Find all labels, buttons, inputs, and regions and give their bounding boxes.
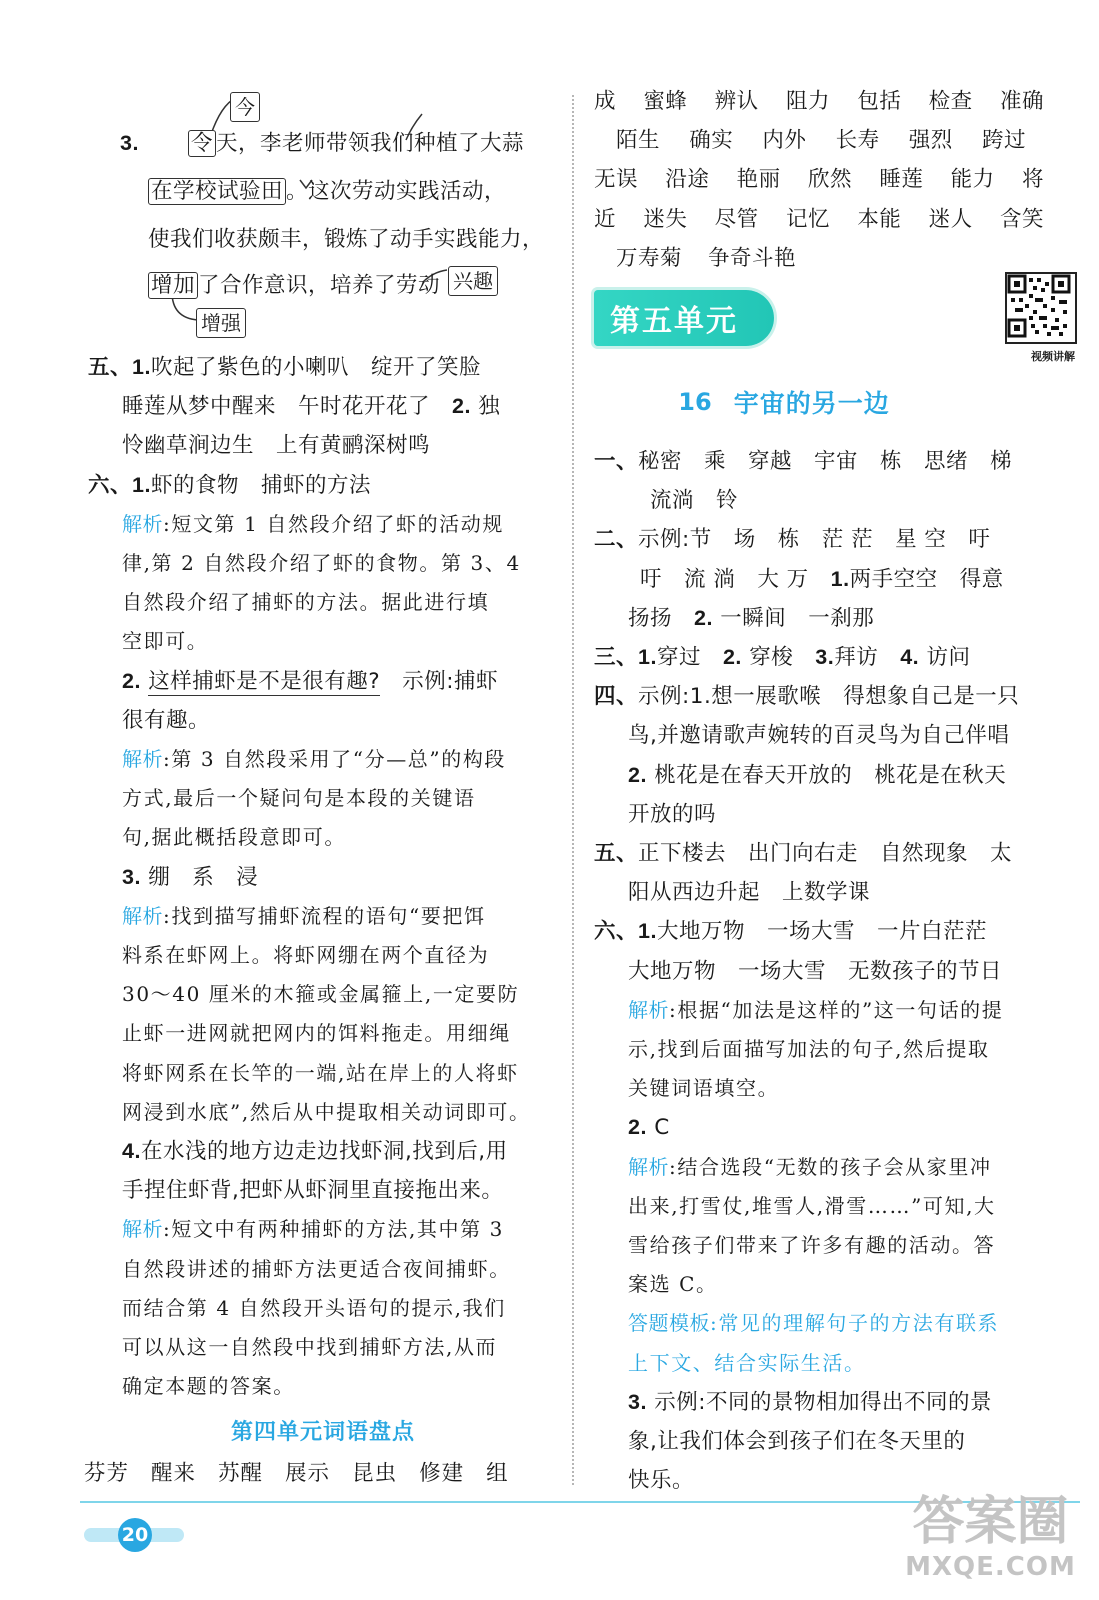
r-s6-num: 1.	[638, 919, 657, 944]
vocab-word: 组	[486, 1461, 509, 1487]
watermark	[898, 1492, 1083, 1592]
s5-line2	[88, 387, 558, 426]
column-divider	[572, 95, 574, 1485]
analysis-text: 自然段介绍了捕虾的方法。据此进行填	[122, 590, 490, 615]
s6-q2-line2: 很有趣。	[122, 707, 211, 733]
s6-text1: 虾的食物 捕虾的方法	[150, 472, 371, 498]
vocab-word: 迷失	[643, 206, 688, 232]
vocab-word: 艳丽	[736, 167, 781, 193]
vocab-word: 蜜蜂	[643, 89, 688, 114]
q3-boxed-word: 增加	[148, 272, 198, 299]
r-s6-head: 六、	[594, 919, 639, 944]
s6-q2-num: 2.	[122, 668, 141, 693]
analysis-label: 解析	[122, 747, 163, 772]
vocab-word: 迷人	[928, 206, 973, 232]
lesson-number: 16	[678, 388, 712, 417]
analysis-label: 解析	[122, 1217, 163, 1242]
analysis-label: 解析	[628, 1154, 669, 1179]
r-s6-q2-answer: C	[654, 1115, 670, 1141]
analysis-text: :短文第 1 自然段介绍了虾的活动规	[163, 511, 504, 536]
r-s3	[594, 638, 1054, 677]
r-s3-num: 4.	[900, 645, 920, 670]
analysis-text: 可以从这一自然段中找到捕虾方法,从而	[122, 1335, 498, 1360]
r-s4-text: 示例:1.想一展歌喉 得想象自己是一只	[638, 684, 1020, 710]
r-s5-line1	[594, 834, 1054, 873]
r-s2-line2	[594, 560, 1054, 599]
vocab-word: 睡莲	[879, 167, 924, 193]
r-s3-word: 访问	[926, 645, 971, 671]
vocab-row-5	[594, 239, 1054, 278]
q3-line1	[188, 124, 524, 163]
analysis-text: 料系在虾网上。将虾网绷在两个直径为	[122, 943, 490, 968]
vocab-word: 跨过	[981, 128, 1026, 154]
s5-text3: 独	[470, 394, 501, 420]
s6-q4-line1	[88, 1132, 558, 1171]
vocab-word: 沿途	[665, 167, 710, 193]
vocab-word: 强烈	[908, 128, 953, 154]
analysis-text: :根据“加法是这样的”这一句话的提	[669, 997, 1004, 1022]
s6-q2-underlined: 这样捕虾是不是很有趣?	[148, 668, 381, 694]
s6-q3-text: 绷 系 浸	[148, 864, 259, 890]
qr-label: 视频讲解	[1031, 350, 1075, 363]
answer-template-text: :常见的理解句子的方法有联系	[710, 1311, 1000, 1336]
r-s6-line1	[594, 912, 1054, 951]
vocab-word: 将	[1021, 167, 1044, 193]
r-s2-text: 吁 流 淌 大 万	[640, 566, 831, 592]
vocab-word: 近	[594, 206, 617, 232]
r-s6-line2: 大地万物 一场大雪 无数孩子的节日	[628, 958, 1003, 984]
page-number: 20	[118, 1518, 152, 1552]
analysis-text: 案选 C。	[628, 1272, 718, 1297]
q3-line2	[148, 172, 506, 211]
r-s4-text: 桃花是在春天开放的 桃花是在秋天	[654, 762, 1007, 788]
q3-line2-text: 。这次劳动实践活动，	[286, 179, 507, 204]
qr-code[interactable]	[1005, 272, 1077, 344]
s6-q2-line1	[88, 662, 558, 701]
r-s3-word: 穿梭	[749, 645, 816, 671]
analysis-text: 雪给孩子们带来了许多有趣的活动。答	[628, 1233, 996, 1258]
vocab-row-2	[594, 121, 1026, 160]
right-column	[594, 82, 1054, 1501]
vocab-word: 成	[594, 89, 617, 114]
analysis-text: 而结合第 4 自然段开头语句的提示,我们	[122, 1295, 506, 1320]
r-s6-q2-num: 2.	[628, 1115, 647, 1140]
analysis-text: 句,据此概括段意即可。	[122, 825, 346, 850]
r-s6-q3-line1	[594, 1383, 1054, 1422]
analysis-text: 确定本题的答案。	[122, 1374, 295, 1399]
s6-a1-line1	[88, 505, 558, 544]
analysis-label: 解析	[628, 997, 669, 1022]
r-s2-text: 示例:节 场 栋 茫 茫 星 空 吁	[638, 527, 991, 553]
vocab-word: 展示	[285, 1461, 331, 1487]
r-s6-q3-text: 示例:不同的景物相加得出不同的景	[654, 1389, 993, 1415]
analysis-text: 止虾一进网就把网内的饵料拖走。用细绳	[122, 1021, 511, 1046]
r-s2-line3	[594, 599, 1054, 638]
unit4-vocab-title: 第四单元词语盘点	[230, 1420, 415, 1446]
vocab-word: 万寿菊	[616, 245, 683, 271]
r-s6-q2	[594, 1108, 1054, 1147]
vocab-word: 检查	[928, 89, 973, 114]
r-s6-q3-num: 3.	[628, 1389, 647, 1414]
analysis-text: :找到描写捕虾流程的语句“要把饵	[163, 903, 486, 928]
r-s4-line2: 鸟,并邀请歌声婉转的百灵鸟为自己伴唱	[628, 723, 1010, 749]
analysis-text: :短文中有两种捕虾的方法,其中第 3	[163, 1217, 504, 1242]
s6-line1	[88, 466, 558, 505]
vocab-row-3	[594, 160, 1044, 199]
r-s2-text: 两手空空 得意	[849, 566, 1004, 592]
analysis-text: 方式,最后一个疑问句是本段的关键语	[122, 786, 476, 811]
vocab-word: 苏醒	[218, 1461, 264, 1487]
s6-q2-text: 示例:捕虾	[380, 668, 498, 694]
analysis-text: :第 3 自然段采用了“分—总”的构段	[163, 747, 507, 772]
analysis-label: 解析	[122, 511, 163, 536]
vocab-word: 准确	[999, 89, 1044, 114]
s6-q3-num: 3.	[122, 864, 141, 889]
s6-q4-text: 在水浅的地方边走边找虾洞,找到后,用	[140, 1139, 508, 1165]
unit5-banner: 第五单元	[594, 290, 774, 346]
vocab-word: 陌生	[616, 128, 661, 154]
r-s3-word: 穿过	[656, 645, 723, 671]
s5-text1: 吹起了紫色的小喇叭 绽开了笑脸	[150, 355, 481, 380]
vocab-word: 阻力	[785, 89, 830, 114]
vocab-word: 昆虫	[352, 1461, 398, 1487]
r-s4-line1	[594, 677, 1054, 716]
r-s6-q3-line2: 象,让我们体会到孩子们在冬天里的	[628, 1429, 966, 1455]
vocab-word: 包括	[857, 89, 902, 114]
analysis-text: 示,找到后面描写加法的句子,然后提取	[628, 1037, 990, 1062]
r-s2-num: 2.	[694, 605, 713, 630]
answer-template-line1	[594, 1304, 1054, 1343]
vocab-word: 内外	[762, 128, 807, 154]
vocab-word: 能力	[950, 167, 995, 193]
r-s4-line3	[594, 756, 1054, 795]
vocab-word: 修建	[419, 1461, 465, 1487]
answer-template-label: 答题模板	[628, 1311, 710, 1336]
vocab-word: 长寿	[835, 128, 880, 154]
r-s5-line2: 阳从西边升起 上数学课	[628, 880, 871, 906]
r-s6-q3-line3: 快乐。	[628, 1468, 695, 1494]
s5-line3: 怜幽草涧边生 上有黄鹂深树鸣	[122, 433, 431, 459]
r-s2-head: 二、	[594, 527, 639, 552]
lesson-title: 宇宙的另一边	[733, 389, 890, 419]
q3-line4-text: 了合作意识，培养了劳动	[198, 273, 441, 298]
s6-a2-line1	[88, 740, 558, 779]
r-s3-num: 1.	[638, 645, 657, 670]
s6-q4-line2: 手捏住虾背,把虾从虾洞里直接拖出来。	[122, 1178, 504, 1204]
lesson-header	[594, 362, 1054, 442]
q3-boxed-char: 令	[188, 130, 216, 157]
r-s4-line4: 开放的吗	[628, 801, 717, 827]
vocab-word: 争奇斗艳	[708, 245, 797, 271]
r-s1-head: 一、	[594, 449, 639, 474]
r-s2-text: 扬扬	[628, 605, 695, 631]
unit4-words	[84, 1454, 558, 1493]
r-s3-num: 2.	[722, 645, 742, 670]
analysis-text: 将虾网系在长竿的一端,站在岸上的人将虾	[122, 1060, 519, 1085]
analysis-text: :结合选段“无数的孩子会从家里冲	[669, 1154, 992, 1179]
correction-bottom: 增强	[196, 308, 246, 338]
analysis-text: 关键词语填空。	[628, 1076, 780, 1101]
s6-head: 六、1.	[88, 472, 151, 497]
watermark-url: MXQE.COM	[905, 1552, 1076, 1582]
analysis-text: 30～40 厘米的木箍或金属箍上,一定要防	[122, 982, 520, 1007]
answer-template-text: 上下文、结合实际生活。	[628, 1350, 866, 1375]
qr-code-icon	[1007, 274, 1071, 338]
vocab-word: 无误	[594, 167, 639, 193]
r-s5-head: 五、	[594, 841, 639, 866]
s6-q4-num: 4.	[122, 1139, 141, 1164]
r-s1-line2: 流淌 铃	[650, 488, 739, 514]
q3-number: 3.	[120, 131, 139, 155]
analysis-text: 出来,打雪仗,堆雪人,滑雪……”可知,大	[628, 1193, 996, 1218]
s6-q3	[88, 858, 558, 897]
r-s1-line1	[594, 442, 1054, 481]
r-s4-num: 2.	[628, 762, 647, 787]
r-s6-text: 大地万物 一场大雪 一片白茫茫	[656, 919, 987, 945]
s5-q2-num: 2.	[452, 394, 471, 419]
r-s2-text: 一瞬间 一刹那	[720, 605, 875, 631]
correction-top: 今	[230, 92, 260, 122]
q3-boxed-phrase: 在学校试验田	[148, 178, 286, 205]
vocab-row-4	[594, 200, 1044, 239]
vocab-word: 尽管	[714, 206, 759, 232]
q3-line3: 使我们收获颇丰，锻炼了动手实践能力，	[148, 227, 545, 252]
vocab-word: 醒来	[151, 1461, 197, 1487]
r-s3-num: 3.	[815, 645, 835, 670]
r-s5-text: 正下楼去 出门向右走 自然现象 太	[638, 841, 1013, 867]
r-s2-num: 1.	[830, 566, 850, 591]
correction-right: 兴趣	[448, 266, 498, 296]
vocab-word: 欣然	[807, 167, 852, 193]
s6-a3-line1	[88, 897, 558, 936]
analysis-label: 解析	[122, 903, 163, 928]
correction-block	[88, 82, 558, 335]
analysis-text: 网浸到水底”,然后从中提取相关动词即可。	[122, 1099, 531, 1124]
vocab-row-1	[594, 82, 1044, 121]
analysis-text: 空即可。	[122, 629, 209, 654]
q3-line4	[148, 266, 440, 305]
vocab-word: 确实	[689, 128, 734, 154]
r-s6-a1-line1	[594, 991, 1054, 1030]
vocab-word: 含笑	[999, 206, 1044, 232]
analysis-text: 自然段讲述的捕虾方法更适合夜间捕虾。	[122, 1256, 511, 1281]
s6-a4-line1	[88, 1210, 558, 1249]
s5-head: 五、1.	[88, 355, 151, 379]
r-s2-line1	[594, 520, 1054, 559]
r-s1-text: 秘密 乘 穿越 宇宙 栋 思绪 梯	[638, 449, 1013, 475]
watermark-logo: 答案圈	[912, 1492, 1069, 1552]
q3-line1-text: 天，李老师带领我们种植了大蒜	[216, 131, 525, 156]
s5-line1	[88, 348, 558, 387]
vocab-word: 辨认	[714, 89, 759, 114]
r-s3-head: 三、	[594, 645, 639, 670]
r-s6-a2-line1	[594, 1148, 1054, 1187]
analysis-text: 律,第 2 自然段介绍了虾的食物。第 3、4	[122, 551, 521, 576]
vocab-word: 芬芳	[84, 1461, 130, 1487]
s5-text2: 睡莲从梦中醒来 午时花开花了	[122, 394, 453, 420]
left-column	[84, 82, 558, 1494]
r-s4-head: 四、	[594, 684, 639, 709]
vocab-word: 记忆	[785, 206, 830, 232]
r-s3-word: 拜访	[834, 645, 901, 671]
vocab-word: 本能	[857, 206, 902, 232]
